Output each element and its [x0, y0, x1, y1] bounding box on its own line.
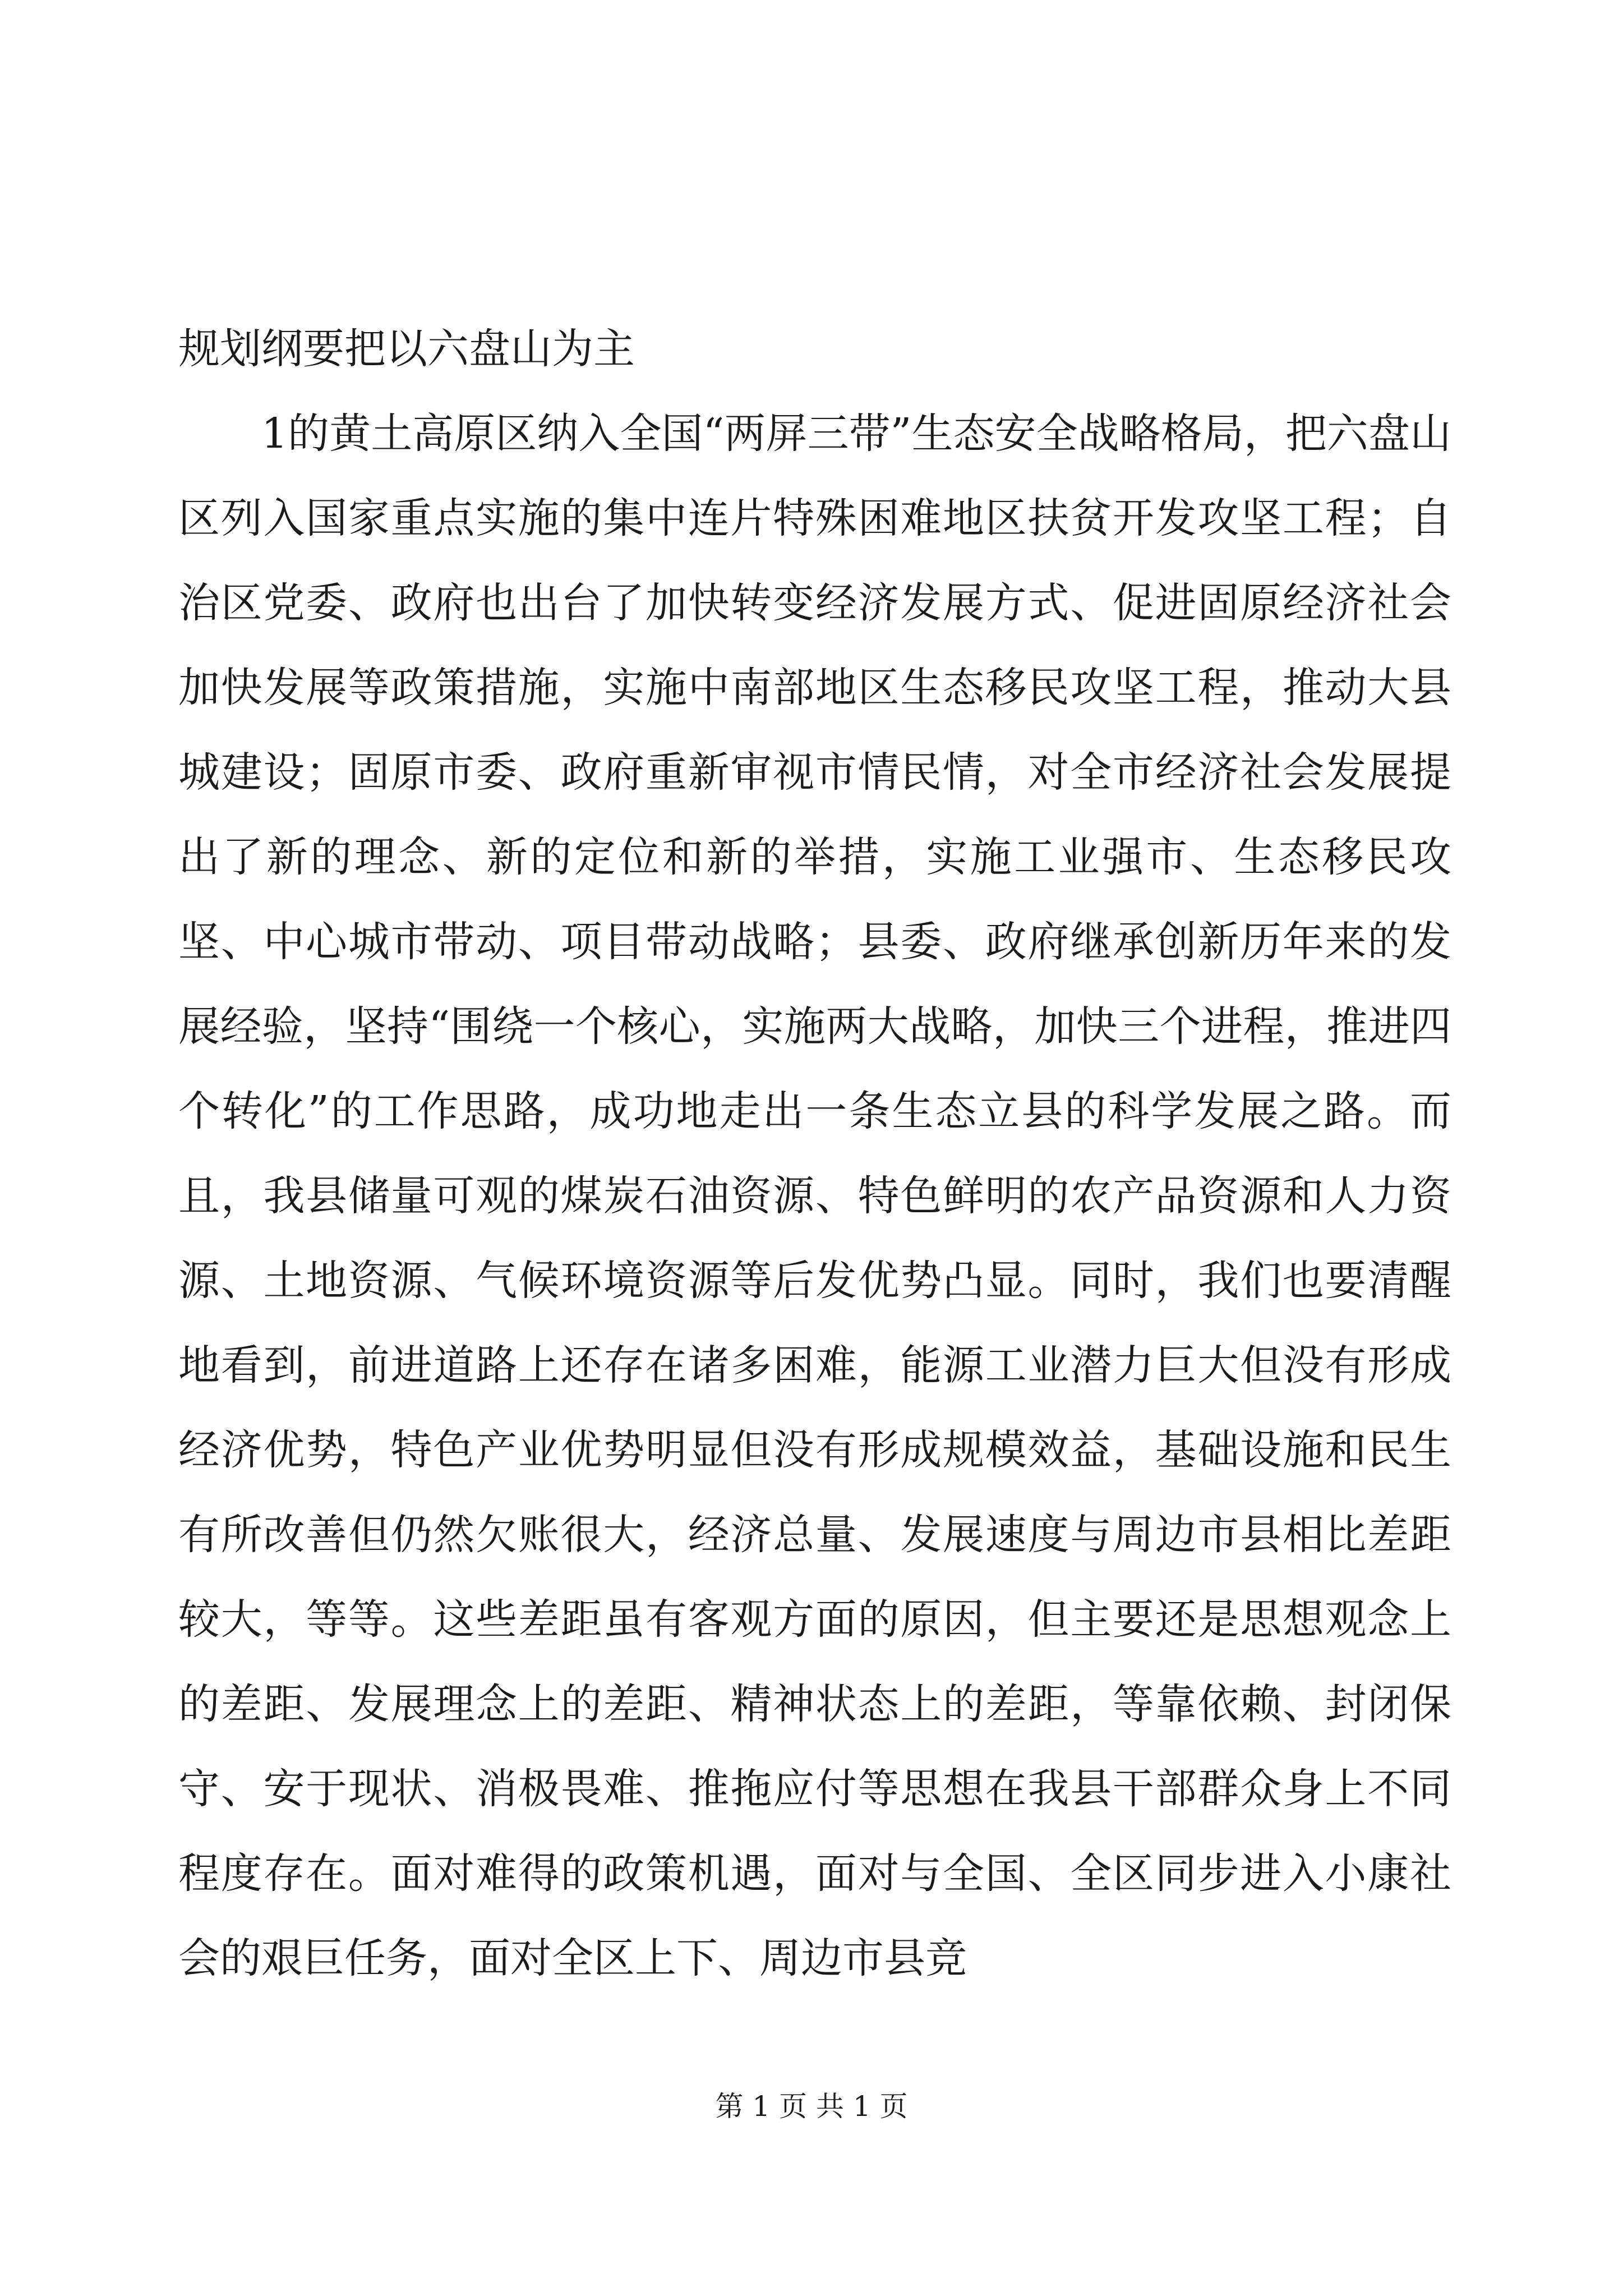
body-paragraph: 1的黄土高原区纳入全国“两屏三带”生态安全战略格局，把六盘山区列入国家重点实施的集中连片特殊困难地区扶贫开发攻坚工程；自治区党委、政府也出台了加快转变经济发展方式、促进固原经济社会加快发展等政策措施，实施中南部地区生态移民攻坚工程，推动大县城建设；固原市委、政府重新审视市情民情，对全市经济社会发展提出了新的理念、新的定位和新的举措，实施工业强市、生态移民攻坚、中心城市带动、项目带动战略；县委、政府继承创新历年来的发展经验，坚持“围绕一个核心，实施两大战略，加快三个进程，推进四个转化”的工作思路，成功地走出一条生态立县的科学发展之路。而且，我县储量可观的煤炭石油资源、特色鲜明的农产品资源和人力资源、土地资源、气候环境资源等后发优势凸显。同时，我们也要清醒地看到，前进道路上还存在诸多困难，能源工业潜力巨大但没有形成经济优势，特色产业优势明显但没有形成规模效益，基础设施和民生有所改善但仍然欠账很大，经济总量、发展速度与周边市县相比差距较大，等等。这些差距虽有客观方面的原因，但主要还是思想观念上的差距、发展理念上的差距、精神状态上的差距，等靠依赖、封闭保守、安于现状、消极畏难、推拖应付等思想在我县干部群众身上不同程度存在。面对难得的政策机遇，面对与全国、全区同步进入小康社会的艰巨任务，面对全区上下、周边市县竞	[178, 409, 1451, 1982]
heading-line: 规划纲要把以六盘山为主	[178, 325, 635, 373]
document-body	[178, 307, 1451, 2001]
page-footer: 第 1 页 共 1 页	[715, 2090, 908, 2123]
